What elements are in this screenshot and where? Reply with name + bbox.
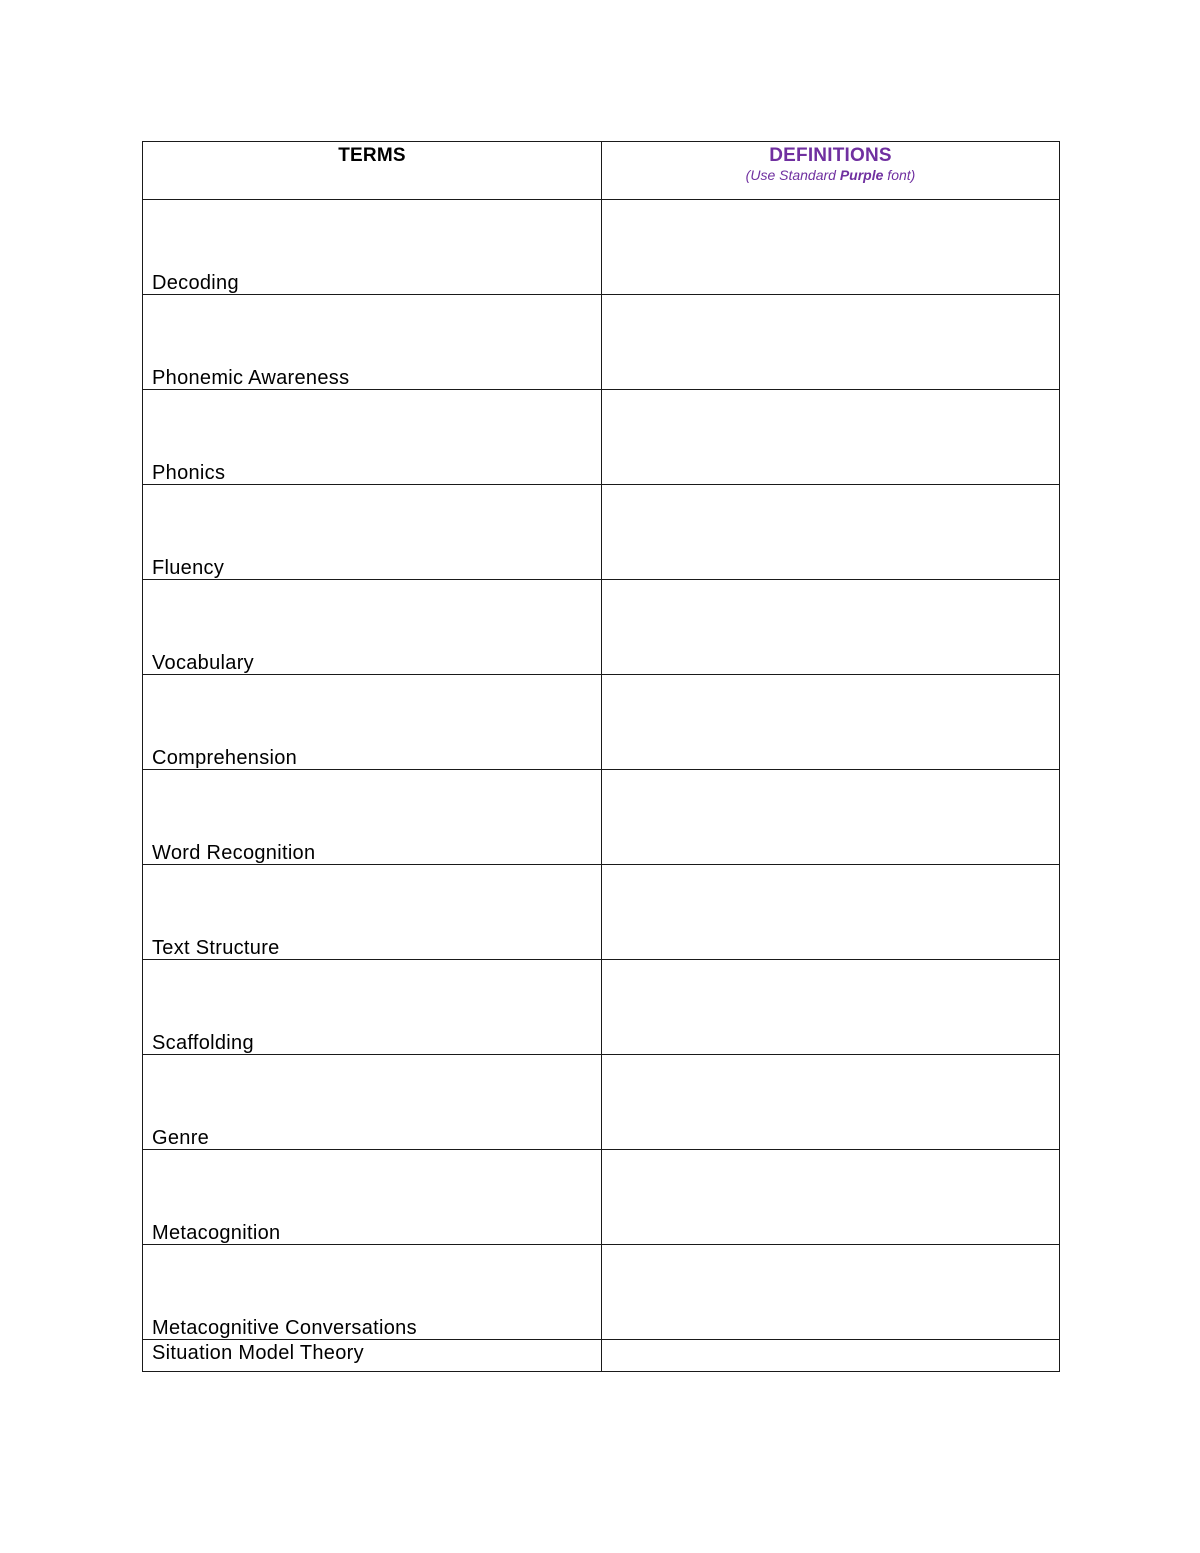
- term-label: Vocabulary: [152, 652, 254, 674]
- table-row: [143, 770, 1060, 865]
- table-row: [143, 390, 1060, 485]
- term-label: Genre: [152, 1127, 210, 1149]
- term-label: Metacognitive Conversations: [152, 1317, 417, 1339]
- terms-definitions-table: [142, 141, 1060, 1372]
- table-row: [143, 865, 1060, 960]
- term-label: Phonemic Awareness: [152, 367, 350, 389]
- term-label: Word Recognition: [152, 842, 316, 864]
- term-cell: [143, 1150, 602, 1245]
- definitions-note-prefix: (Use Standard: [745, 167, 840, 183]
- term-cell: [143, 485, 602, 580]
- table-row: [143, 1055, 1060, 1150]
- definition-cell[interactable]: [602, 580, 1060, 675]
- terms-header: TERMS: [338, 145, 406, 166]
- terms-header-cell: [143, 142, 602, 200]
- definition-cell[interactable]: [602, 960, 1060, 1055]
- definition-cell[interactable]: [602, 295, 1060, 390]
- table-row: [143, 960, 1060, 1055]
- term-cell: [143, 295, 602, 390]
- table-row: [143, 1340, 1060, 1372]
- term-cell: [143, 865, 602, 960]
- term-label: Fluency: [152, 557, 225, 579]
- definition-cell[interactable]: [602, 1055, 1060, 1150]
- definition-cell[interactable]: [602, 485, 1060, 580]
- table-row: [143, 295, 1060, 390]
- definition-cell[interactable]: [602, 1340, 1060, 1372]
- definitions-header: DEFINITIONS: [769, 145, 892, 166]
- term-label: Metacognition: [152, 1222, 281, 1244]
- term-label: Decoding: [152, 272, 239, 294]
- definition-cell[interactable]: [602, 200, 1060, 295]
- table-row: [143, 580, 1060, 675]
- table-row: [143, 1245, 1060, 1340]
- term-cell: [143, 1340, 602, 1372]
- term-label: Comprehension: [152, 747, 298, 769]
- term-cell: [143, 960, 602, 1055]
- table-row: [143, 675, 1060, 770]
- term-cell: [143, 1055, 602, 1150]
- table-header-row: [143, 142, 1060, 200]
- definitions-font-note: [602, 167, 1059, 183]
- term-label: Phonics: [152, 462, 226, 484]
- term-label: Text Structure: [152, 937, 280, 959]
- definition-cell[interactable]: [602, 390, 1060, 485]
- definition-cell[interactable]: [602, 675, 1060, 770]
- term-cell: [143, 580, 602, 675]
- table-row: [143, 1150, 1060, 1245]
- table-row: [143, 200, 1060, 295]
- term-cell: [143, 390, 602, 485]
- term-label: Situation Model Theory: [152, 1342, 364, 1364]
- definition-cell[interactable]: [602, 770, 1060, 865]
- term-cell: [143, 1245, 602, 1340]
- term-cell: [143, 770, 602, 865]
- definitions-note-suffix: font): [883, 167, 916, 183]
- table-row: [143, 485, 1060, 580]
- definition-cell[interactable]: [602, 1245, 1060, 1340]
- term-cell: [143, 200, 602, 295]
- definition-cell[interactable]: [602, 1150, 1060, 1245]
- definitions-note-bold: Purple: [839, 167, 884, 183]
- term-label: Scaffolding: [152, 1032, 254, 1054]
- definitions-header-cell: [602, 142, 1060, 200]
- definition-cell[interactable]: [602, 865, 1060, 960]
- term-cell: [143, 675, 602, 770]
